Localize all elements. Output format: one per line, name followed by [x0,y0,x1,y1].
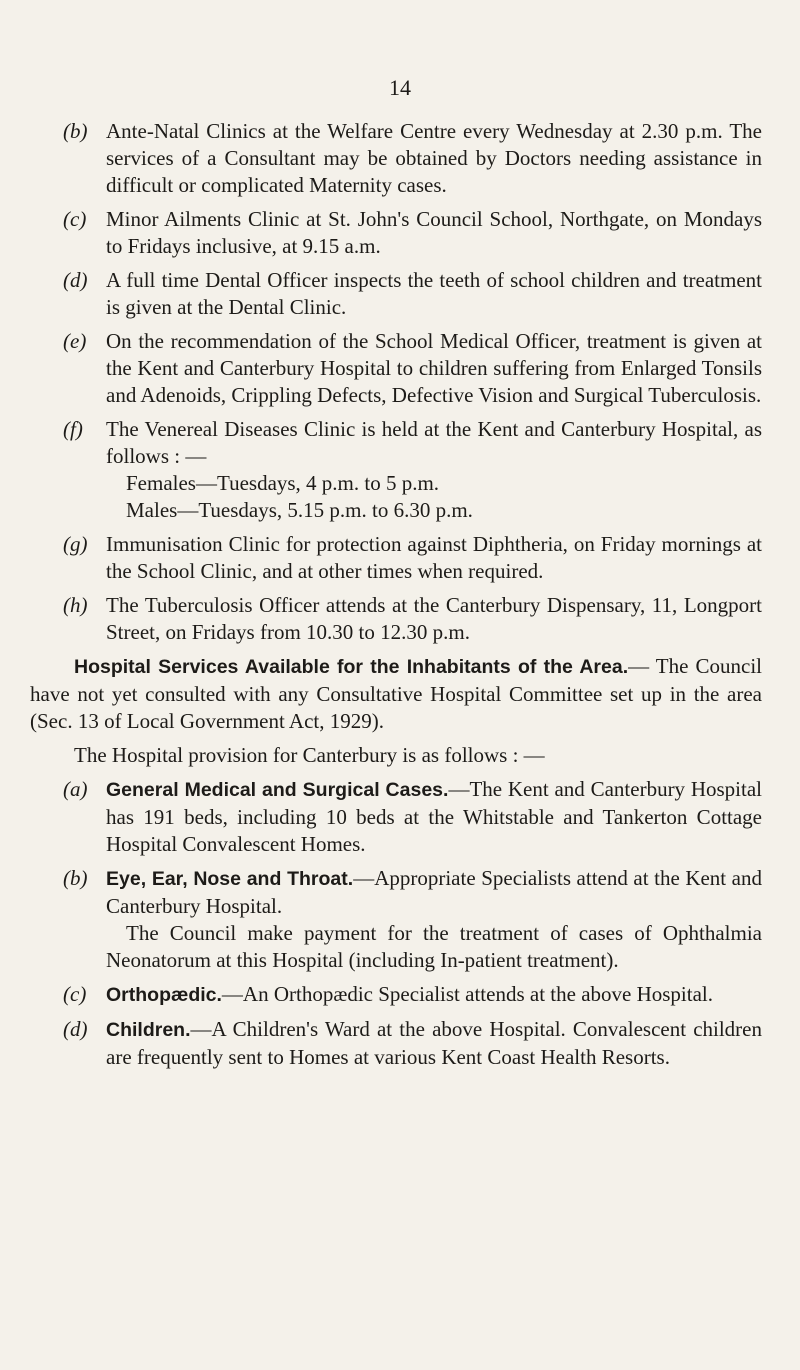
item-label: (e) [63,329,87,353]
list-item-b [62,118,762,199]
item-text: The Venereal Diseases Clinic is held at the Kent and Canterbury Hospital, as follows : — [106,417,762,468]
item-label: (c) [63,207,87,231]
item-heading: Children. [106,1019,191,1041]
list-item-c [62,206,762,260]
page-number: 14 [389,75,411,100]
hospital-services-paragraph [30,653,762,735]
item-label: (f) [63,417,83,441]
item-text: Ante-Natal Clinics at the Welfare Centre every Wednesday at 2.30 p.m. The services of a Consultant may be obtained by Doctors needing assistance in difficult or complicated Maternity cases. [106,119,762,197]
item-text: —The Kent and Canterbury Hospital has 191 beds, including 10 beds at the Whitstable and Tankerton Cottage Hospital Convalescent Homes. [106,777,763,856]
item-text: On the recommendation of the School Medical Officer, treatment is given at the Kent and Canterbury Hospital to children suffering from Enlarged Tonsils and Adenoids, Crippling Defects, Defective Vision and Surgical Tuberculosis. [106,329,762,407]
provision-paragraph [30,742,762,769]
item-text: —An Orthopædic Specialist attends at the above Hospital. [221,982,713,1006]
section-heading: Hospital Services Available for the Inhabitants of the Area. [74,656,629,678]
hospital-item-a [62,776,762,858]
list-item-f [62,416,762,524]
item-text: Immunisation Clinic for protection against Diphtheria, on Friday mornings at the School Clinic, and at other times when required. [106,532,762,583]
item-heading: Orthopædic. [106,984,222,1006]
hospital-item-d [62,1016,762,1071]
list-item-g [62,531,762,585]
page-content [30,118,763,1078]
hospital-item-b [62,865,762,974]
item-heading: General Medical and Surgical Cases. [106,779,449,801]
item-extra-text: The Council make payment for the treatment of cases of Ophthalmia Neonatorum at this Hospital (including In-patient treatment). [106,921,762,972]
list-item-e [62,328,762,409]
item-label: (d) [63,268,88,292]
item-label: (d) [63,1017,88,1041]
item-label: (h) [63,593,88,617]
item-text: A full time Dental Officer inspects the teeth of school children and treatment is given at the Dental Clinic. [106,268,762,319]
item-text: The Tuberculosis Officer attends at the Canterbury Dispensary, 11, Longport Street, on Fridays from 10.30 to 12.30 p.m. [106,593,762,644]
item-heading: Eye, Ear, Nose and Throat. [106,868,354,890]
provision-text: The Hospital provision for Canterbury is as follows : — [74,743,545,767]
clinic-hours-females: Females—Tuesdays, 4 p.m. to 5 p.m. [126,471,440,495]
section-text: — The Council have not yet consulted with any Consultative Hospital Committee set up in the area (Sec. 13 of Local Government Act, 1929). [30,654,763,733]
item-label: (b) [63,119,88,143]
list-item-h [62,592,762,646]
item-label: (a) [63,777,88,801]
clinic-hours-males: Males—Tuesdays, 5.15 p.m. to 6.30 p.m. [126,498,473,522]
item-label: (c) [63,982,87,1006]
item-text: Minor Ailments Clinic at St. John's Council School, Northgate, on Mondays to Fridays inclusive, at 9.15 a.m. [106,207,762,258]
hospital-item-c [62,981,762,1009]
item-text: —Appropriate Specialists attend at the Kent and Canterbury Hospital. [106,866,762,918]
item-text: —A Children's Ward at the above Hospital. Convalescent children are frequently sent to Homes at various Kent Coast Health Resorts. [106,1017,762,1069]
list-item-d [62,267,762,321]
item-label: (g) [63,532,88,556]
item-label: (b) [63,866,88,890]
